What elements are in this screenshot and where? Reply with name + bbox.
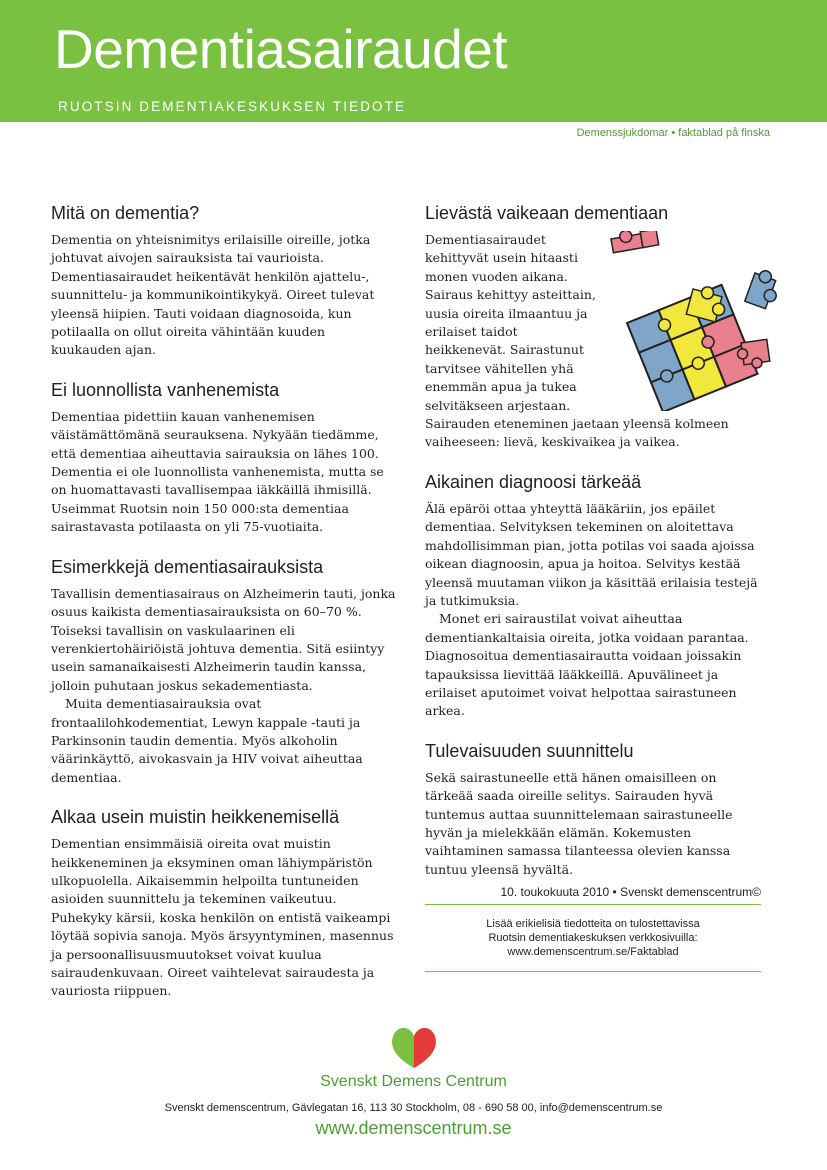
section-paragraph: Dementiasairaudet kehittyvät usein hitaasti monen vuoden aikana. Sairaus kehittyy asteittain, uusia oireita ilmaantuu ja erilaiset taidot heikkenevät. Sairastunut tarvitsee vähitellen yhä enemmän apua ja tukea selvitäkseen arjestaan. Sairauden eteneminen jaetaan yleensä kolmeen vaiheeseen: lievä, keskivaikea ja vaikea. xyxy=(425,232,729,450)
right-column xyxy=(425,201,765,899)
section-paragraph: Älä epäröi ottaa yhteyttä lääkäriin, jos epäilet dementiaa. Selvityksen tekeminen on aloitettava mahdollisimman pian, jotta potilas voi saada ajoissa oikean diagnoosin, apua ja hoitoa. Selvitys kestää yleensä muutaman viikon ja käsittää erilaisia testejä ja tutkimuksia. xyxy=(425,500,758,608)
section-paragraph: Dementian ensimmäisiä oireita ovat muistin heikkeneminen ja eksyminen oman lähiympäristön ulkopuolella. Aikaisemmin helpoilta tuntuneiden asioiden suunnittelu ja tekeminen vaikeutuu. Puhekyky kärsii, koska henkilön on entistä vaikeampi löytää sopivia sanoja. Myös ärsyyntyminen, masennus ja persoonallisuusmuutokset voivat kuulua sairaudenkuvaan. Oireet vaihtelevat sairaudesta ja vauriosta riippuen. xyxy=(51,836,394,999)
footer-address: Svenskt demenscentrum, Gävlegatan 16, 113 30 Stockholm, 08 - 690 58 00, info@demenscentrum.se xyxy=(164,1102,663,1114)
section-paragraph: Monet eri sairaustilat voivat aiheuttaa dementiankaltaisia oireita, jotka voidaan parantaa. Diagnosoitua dementiasairautta voidaan joissakin tapauksissa lievittää lääkkeillä. Apuvälineet ja erilaiset aputoimet voivat helpottaa sairastuneen arkea. xyxy=(425,611,749,719)
section-heading: Ei luonnollista vanhenemista xyxy=(51,379,280,400)
section-heading: Esimerkkejä dementiasairauksista xyxy=(51,556,324,577)
section-paragraph: Dementia on yhteisnimitys erilaisille oireille, jotka johtuvat aivojen sairauksista tai vaurioista. Dementiasairaudet heikentävät henkilön ajattelu-, suunnittelu- ja kommunikointikykyä. Oireet tulevat yleensä hiipien. Tauti voidaan diagnosoida, kun potilaalla on ollut oireita vähintään kuuden kuukauden ajan. xyxy=(51,232,375,358)
info-box xyxy=(425,904,761,972)
section-heading: Aikainen diagnoosi tärkeää xyxy=(425,471,642,492)
heart-leaves-logo xyxy=(388,1024,440,1070)
info-link[interactable]: www.demenscentrum.se/Faktablad xyxy=(507,946,679,958)
section-heading: Mitä on dementia? xyxy=(51,203,200,223)
header-banner xyxy=(0,0,827,122)
puzzle-pieces-illustration xyxy=(603,231,793,411)
section-paragraph: Tavallisin dementiasairaus on Alzheimerin tauti, jonka osuus kaikista dementiasairauksista on 60–70 %. Toiseksi tavallisin on vaskulaarinen eli verenkiertohäiriöistä johtuva dementia. Sitä esiintyy usein samanaikaisesti Alzheimerin taudin kanssa, jolloin puhutaan joskus sekadementiasta. xyxy=(51,585,396,693)
date-line: 10. toukokuuta 2010 • Svenskt demenscentrum© xyxy=(500,885,761,900)
footer-website[interactable]: www.demenscentrum.se xyxy=(315,1118,512,1138)
section-paragraph: Sekä sairastuneelle että hänen omaisilleen on tärkeää saada oireille selitys. Sairauden hyvä tuntemus auttaa suunnittelemaan sairastuneelle hyvän ja mielekkään elämän. Kokemusten vaihtaminen samassa tilanteessa olevien kanssa tuntuu yleensä hyvältä. xyxy=(425,769,733,877)
org-name: Svenskt Demens Centrum xyxy=(320,1073,507,1090)
section-paragraph: Muita dementiasairauksia ovat frontaalilohkodementiat, Lewyn kappale -tauti ja Parkinsonin taudin dementia. Myös alkoholin väärinkäyttö, aivokasvain ja HIV voivat aiheuttaa dementiaa. xyxy=(51,696,363,785)
language-tag: Demenssjukdomar • faktablad på finska xyxy=(576,127,770,139)
section-heading: Lievästä vaikeaan dementiaan xyxy=(425,203,669,223)
section-heading: Tulevaisuuden suunnittelu xyxy=(425,740,634,761)
page-subtitle: RUOTSIN DEMENTIAKESKUKSEN TIEDOTE xyxy=(58,99,407,114)
left-column xyxy=(51,201,396,1001)
page-title: Dementiasairaudet xyxy=(54,18,508,80)
info-line: Ruotsin dementiakeskuksen verkkosivuilla: xyxy=(488,932,698,944)
info-line: Lisää erikielisiä tiedotteita on tulostettavissa xyxy=(486,918,700,930)
section-heading: Alkaa usein muistin heikkenemisellä xyxy=(51,807,340,828)
section-paragraph: Dementiaa pidettiin kauan vanhenemisen väistämättömänä seurauksena. Nykyään tiedämme, että dementiaa aiheuttavia sairauksia on lähes 100. Dementia ei ole luonnollista vanhenemista, mutta se on huomattavasti tavallisempaa iäkkäillä ihmisillä. Useimmat Ruotsin noin 150 000:sta dementiaa sairastavasta potilaasta on yli 75-vuotiaita. xyxy=(51,408,384,535)
